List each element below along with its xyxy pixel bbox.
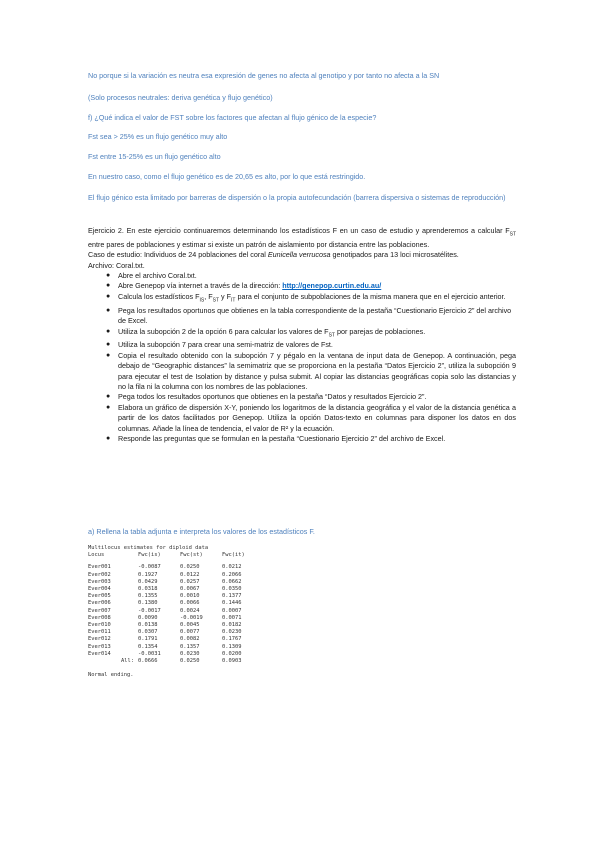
table-cell: 0.0066 [180,600,200,607]
table-cell: -0.0087 [138,564,161,571]
table-cell: 0.0024 [180,607,200,614]
bullet-icon: ● [106,435,111,443]
table-cell: 0.0045 [180,622,200,629]
table-cell: 0.0007 [222,607,242,614]
table-row [88,615,262,622]
case-conclusion: En nuestro caso, como el flujo genético es de 20,65 es alto, por lo que está restringido. [88,172,366,181]
table-cell: 0.1355 [138,593,158,600]
table-cell: Ever001 [88,564,111,571]
bullet-icon: ● [106,327,111,335]
list-item: ● Elabora un gráfico de dispersión X-Y, poniendo los logaritmos de la distancia geográfica y el valor de la distancia genética a partir de los datos facilitados por Genepop. Utiliza la opción Datos-texto en columnas para disponer los datos en dos columnas. Añade la línea de tendencia, el valor de R² y la ecuación. [106,402,516,433]
table-body [88,564,262,658]
table-cell: 0.0212 [222,564,242,571]
table-cell: 0.0429 [138,578,158,585]
table-cell: Ever006 [88,600,111,607]
table-row [88,586,262,593]
table-cell: 0.1354 [138,643,158,650]
table-row [88,572,262,579]
bullet-icon: ● [106,306,111,314]
table-row [88,629,262,636]
table-cell: Ever012 [88,636,111,643]
fstat-table [88,552,262,665]
instructions-list [88,271,516,444]
bullet-icon: ● [106,272,111,280]
table-cell: 0.0090 [138,614,158,621]
table-cell: -0.0017 [138,607,161,614]
list-item: ● Responde las preguntas que se formulan en la pestaña “Cuestionario Ejercicio 2” del archivo de Excel. [106,434,446,444]
table-cell: 0.0250 [180,564,200,571]
bullet-icon: ● [106,393,111,401]
table-cell: Ever007 [88,607,111,614]
list-item: ● Copia el resultado obtenido con la subopción 7 y pégalo en la ventana de input data de Genepop. A continuación, pega debajo de “Geographic distances” la semimatriz que se proporciona en la pestaña “Datos Ejercicio 2”, utiliza la subopción 9 para ejecutar el test de Isolation by distance y pulsa submit. Al copiar las distancias geográficas copia solo las distancias y no la fila ni la columna con los nombres de las poblaciones. [106,350,516,391]
table-cell: 0.1767 [222,636,242,643]
table-header: Locus Fwc(is) Fwc(st) Fwc(it) [88,552,245,559]
table-cell: 0.0182 [222,622,242,629]
table-row [88,593,262,600]
table-cell: 0.0071 [222,614,242,621]
table-cell: Ever002 [88,571,111,578]
table-row [88,636,262,643]
table-cell: Ever004 [88,586,111,593]
table-cell: Ever013 [88,643,111,650]
table-cell: 0.1357 [180,643,200,650]
table-cell: 0.0257 [180,578,200,585]
bullet-icon: ● [106,282,111,290]
table-cell: Ever003 [88,578,111,585]
table-cell: 0.1791 [138,636,158,643]
table-cell: 0.0307 [138,629,158,636]
bullet-icon: ● [106,403,111,411]
bullet-icon: ● [106,351,111,359]
table-cell: 0.0122 [180,571,200,578]
table-cell: 0.0138 [138,622,158,629]
table-cell: Ever005 [88,593,111,600]
table-cell: Ever010 [88,622,111,629]
table-cell: 0.0082 [180,636,200,643]
exercise-2 [88,226,516,444]
fst-high-note: Fst sea > 25% es un flujo genético muy alto [88,132,228,141]
table-row [88,608,262,615]
exercise-intro: Ejercicio 2. En este ejercicio continuaremos determinando los estadísticos F en un caso de estudio y aprenderemos a calcular $F_{ST}$ entre pares de poblaciones y estimar si existe un patrón de aislamiento por distancia entre las poblaciones. [88,226,516,249]
table-cell: 0.0318 [138,586,158,593]
table-cell: 0.1309 [222,643,242,650]
table-cell: 0.0350 [222,586,242,593]
case-study: Caso de estudio: Individuos de 24 poblaciones del coral Eunicella verrucosa genotipados para 13 loci microsatélites. [88,250,459,260]
table-cell: 0.1446 [222,600,242,607]
table-cell: 0.0067 [180,586,200,593]
table-row-all: All: 0.0666 0.0250 0.0903 [121,658,242,665]
genepop-link[interactable]: http://genepop.curtin.edu.au/ [282,281,382,291]
table-cell: 0.0230 [180,650,200,657]
table-cell: -0.0031 [138,650,161,657]
list-item: ● Utiliza la subopción 7 para crear una semi-matriz de valores de Fst. [106,340,333,350]
question-f: f) ¿Qué indica el valor de FST sobre los factores que afectan al flujo génico de la especie? [88,113,377,122]
list-item: ● Pega todos los resultados oportunos que obtienes en la pestaña “Datos y resultados Ejercicio 2”. [106,392,427,402]
archive-line: Archivo: Coral.txt. [88,260,145,270]
table-cell: Ever008 [88,614,111,621]
table-cell: -0.0019 [180,614,203,621]
table-row [88,644,262,651]
output-title: Multilocus estimates for diploid data [88,545,209,551]
table-row [88,579,262,586]
list-item: ● Calcula los estadísticos $F_{IS}$, $F_{ST}$ y $F_{IT}$ para el conjunto de subpoblaciones de la misma manera que en el ejercicio anterior. [106,291,506,304]
table-row [88,564,262,571]
bullet-icon: ● [106,341,111,349]
fst-range-note: Fst entre 15-25% es un flujo genético alto [88,152,221,161]
table-row [88,622,262,629]
table-cell: 0.2066 [222,571,242,578]
bullet-icon: ● [106,292,111,300]
table-cell: 0.0662 [222,578,242,585]
table-cell: 0.1927 [138,571,158,578]
list-item: ● Pega los resultados oportunos que obtienes en la tabla correspondiente de la pestaña “Cuestionario Ejercicio 2” del archivo de Excel. [106,305,512,326]
table-row [88,600,262,607]
table-cell: 0.0077 [180,629,200,636]
answer-paragraph: No porque si la variación es neutra esa expresión de genes no afecta al genotipo y por tanto no afecta a la SN [88,71,440,80]
neutral-processes-note: (Solo procesos neutrales: deriva genética y flujo genético) [88,93,273,102]
table-cell: 0.0010 [180,593,200,600]
table-row [88,651,262,658]
table-cell: 0.1377 [222,593,242,600]
genepop-output [88,545,288,679]
list-item: ● Abre el archivo Coral.txt. [106,271,197,281]
table-cell: 0.0230 [222,629,242,636]
gene-flow-limit: El flujo génico esta limitado por barreras de dispersión o la propia autofecundación (barrera dispersiva o sistemas de reproducción) [88,193,506,202]
question-a: a) Rellena la tabla adjunta e interpreta los valores de los estadísticos F. [88,527,315,536]
list-item: ● Abre Genepop vía internet a través de la dirección: http://genepop.curtin.edu.au/ [106,281,382,291]
table-cell: 0.0200 [222,650,242,657]
table-cell: 0.1380 [138,600,158,607]
table-cell: Ever014 [88,650,111,657]
output-footer: Normal ending. [88,672,134,679]
table-cell: Ever011 [88,629,111,636]
list-item: ● Utiliza la subopción 2 de la opción 6 para calcular los valores de $F_{ST}$ por parejas de poblaciones. [106,326,426,338]
